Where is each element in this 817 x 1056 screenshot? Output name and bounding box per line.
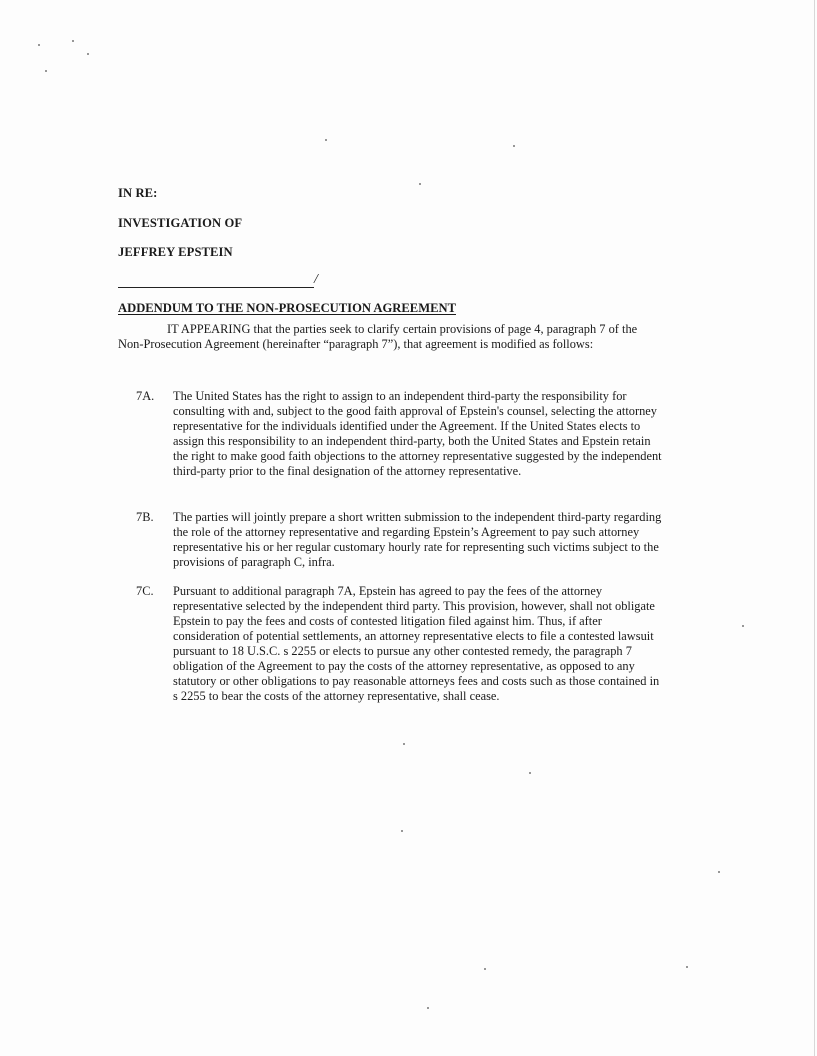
scan-speck (45, 70, 47, 72)
intro-paragraph: IT APPEARING that the parties seek to clarify certain provisions of page 4, paragraph 7 of the Non-Prosecution Agreement (hereinafter “paragraph 7”), that agreement is modified as follows: (118, 322, 638, 351)
document-title: ADDENDUM TO THE NON-PROSECUTION AGREEMENT (118, 301, 456, 315)
caption-rule (118, 287, 314, 288)
scan-speck (484, 968, 486, 970)
paragraph-7a (118, 389, 666, 479)
scan-speck (427, 1007, 429, 1009)
scan-speck (401, 830, 403, 832)
paragraph-number: 7B. (136, 510, 154, 524)
page-edge (814, 0, 815, 1056)
scan-speck (72, 40, 74, 42)
scan-speck (718, 871, 720, 873)
scan-speck (686, 966, 688, 968)
caption-slash: / (314, 272, 318, 287)
scan-speck (742, 625, 744, 627)
caption-name: JEFFREY EPSTEIN (118, 245, 233, 259)
scan-speck (87, 53, 89, 55)
caption-in-re: IN RE: (118, 186, 158, 200)
scan-speck (513, 145, 515, 147)
paragraph-text: The United States has the right to assign to an independent third-party the responsibility for consulting with and, subject to the good faith approval of Epstein's counsel, selecting the attorney representative for the individuals identified under the Agreement. If the United States elects to assign this responsibility to an independent third-party, both the United States and Epstein retain the right to make good faith objections to the attorney representative suggested by the independent third-party prior to the final designation of the attorney representative. (173, 389, 662, 478)
scan-speck (403, 743, 405, 745)
paragraph-number: 7C. (136, 584, 154, 598)
paragraph-7b (118, 510, 666, 570)
paragraph-text: The parties will jointly prepare a short written submission to the independent third-party regarding the role of the attorney representative and regarding Epstein’s Agreement to pay such attorney representative his or her regular customary hourly rate for representing such victims subject to the provisions of paragraph C, infra. (173, 510, 662, 569)
paragraph-7c (118, 584, 666, 704)
scan-speck (529, 772, 531, 774)
paragraph-number: 7A. (136, 389, 155, 403)
scan-speck (325, 139, 327, 141)
paragraph-text: Pursuant to additional paragraph 7A, Epstein has agreed to pay the fees of the attorney representative selected by the independent third party. This provision, however, shall not obligate Epstein to pay the fees and costs of contested litigation filed against him. Thus, if after consideration of potential settlements, an attorney representative elects to file a contested lawsuit pursuant to 18 U.S.C. s 2255 or elects to pursue any other contested remedy, the paragraph 7 obligation of the Agreement to pay the costs of the attorney representative, as opposed to any statutory or other obligations to pay reasonable attorneys fees and costs such as those contained in s 2255 to bear the costs of the attorney representative, shall cease. (173, 584, 660, 703)
scan-speck (38, 44, 40, 46)
caption-investigation-of: INVESTIGATION OF (118, 216, 243, 230)
scan-speck (419, 183, 421, 185)
